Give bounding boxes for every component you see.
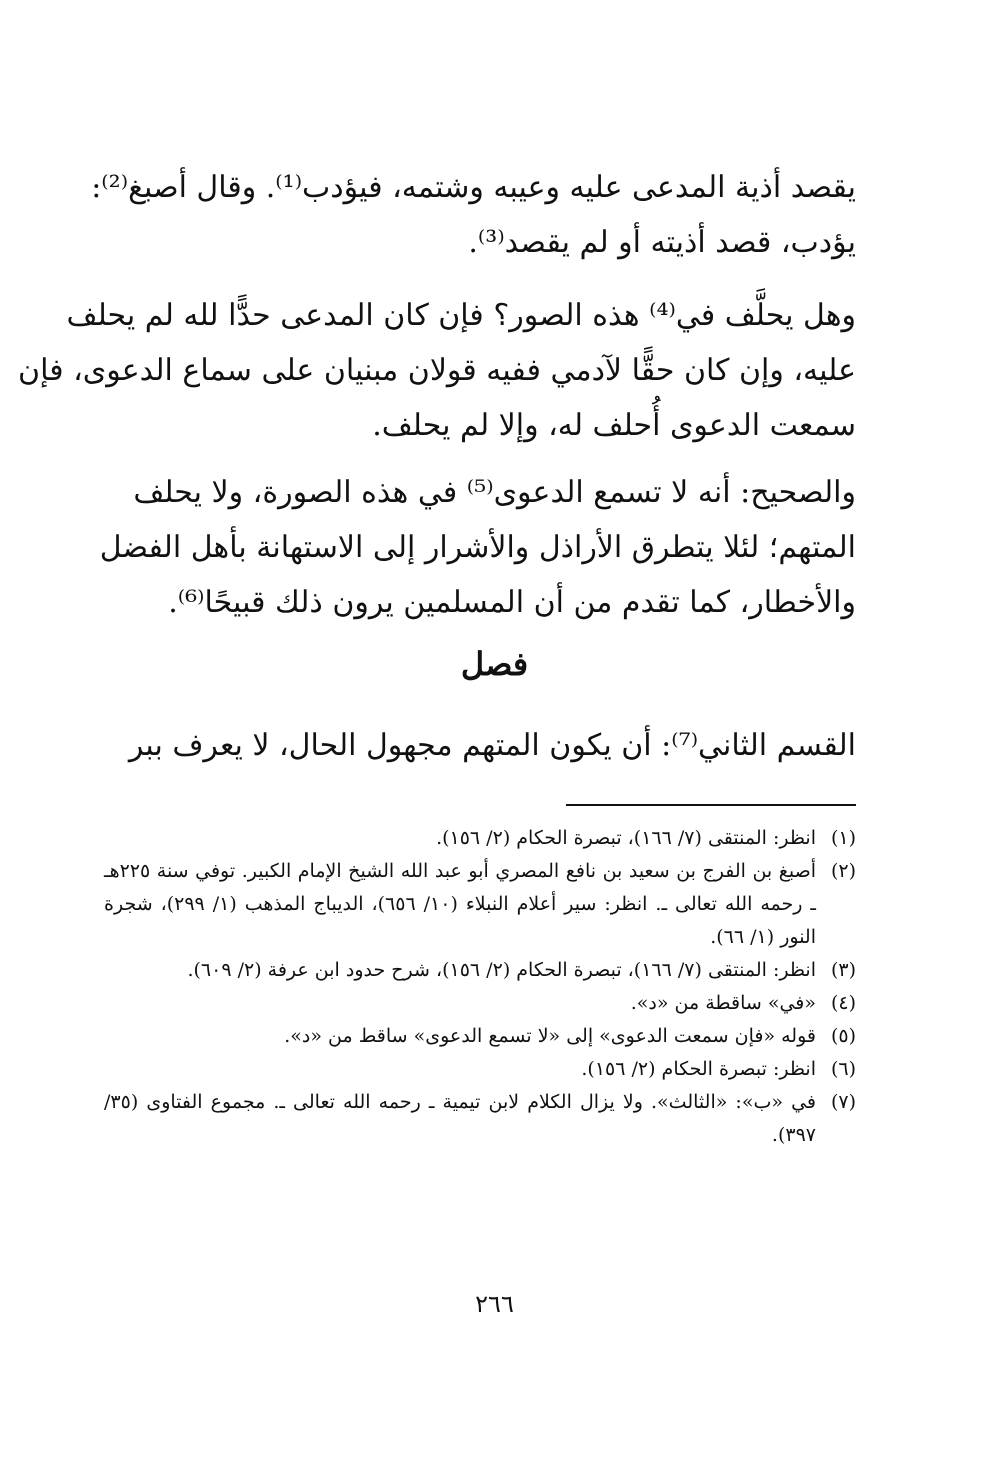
text-line: والأخطار، كما تقدم من أن المسلمين يرون ذلك قبيحًا⁽⁶⁾.: [168, 585, 856, 620]
footnote: [104, 954, 856, 987]
footnote-number: (١): [830, 827, 856, 849]
footnote: [104, 1086, 856, 1152]
text-line: يؤدب، قصد أذيته أو لم يقصد⁽³⁾.: [468, 225, 856, 260]
paragraph-2: [18, 288, 856, 453]
footnote-text: انظر: المنتقى (٧/ ١٦٦)، تبصرة الحكام (٢/ ١٥٦)، شرح حدود ابن عرفة (٢/ ٦٠٩).: [187, 959, 816, 981]
text-line: يقصد أذية المدعى عليه وعيبه وشتمه، فيؤدب⁽¹⁾. وقال أصبغ⁽²⁾:: [91, 170, 856, 205]
footnote-number: (٥): [830, 1025, 856, 1047]
text-line: سمعت الدعوى أُحلف له، وإلا لم يحلف.: [372, 408, 856, 443]
section-heading: فصل: [460, 645, 529, 683]
footnote-number: (٣): [830, 959, 856, 981]
text-line: عليه، وإن كان حقًّا لآدمي ففيه قولان مبنيان على سماع الدعوى، فإن: [18, 353, 856, 388]
footnote: [104, 1053, 856, 1086]
text-line: والصحيح: أنه لا تسمع الدعوى⁽⁵⁾ في هذه الصورة، ولا يحلف: [133, 475, 856, 510]
text-line: المتهم؛ لئلا يتطرق الأراذل والأشرار إلى الاستهانة بأهل الفضل: [99, 530, 856, 565]
footnote: [104, 822, 856, 855]
text-line: القسم الثاني⁽⁷⁾: أن يكون المتهم مجهول الحال، لا يعرف ببر: [128, 728, 856, 763]
text-line: وهل يحلَّف في⁽⁴⁾ هذه الصور؟ فإن كان المدعى حدًّا لله لم يحلف: [66, 298, 856, 333]
footnote-text: انظر: المنتقى (٧/ ١٦٦)، تبصرة الحكام (٢/ ١٥٦).: [436, 827, 816, 849]
footnote: [104, 855, 856, 954]
footnote-text: «في» ساقطة من «د».: [630, 992, 816, 1014]
footnotes: [104, 822, 856, 1152]
paragraph-3: [99, 465, 856, 630]
page-number: ٢٦٦: [475, 1290, 514, 1318]
footnote: [104, 1020, 856, 1053]
footnote-text: أصبغ بن الفرج بن سعيد بن نافع المصري أبو عبد الله الشيخ الإمام الكبير. توفي سنة ٢٢٥هـ ـ رحمه الله تعالى ـ. انظر: سير أعلام النبلاء (١٠/ ٦٥٦)، الديباج المذهب (١/ ٢٩٩)، شجرة النور (١/ ٦٦).: [104, 860, 816, 948]
paragraph-1: [91, 160, 856, 270]
footnote-number: (٧): [830, 1091, 856, 1113]
footnote-text: في «ب»: «الثالث». ولا يزال الكلام لابن تيمية ـ رحمه الله تعالى ـ. مجموع الفتاوى (٣٥/ ٣٩٧).: [104, 1091, 816, 1146]
footnote-separator: [566, 804, 856, 806]
footnote: [104, 987, 856, 1020]
footnote-text: انظر: تبصرة الحكام (٢/ ١٥٦).: [581, 1058, 816, 1080]
footnote-number: (٤): [830, 992, 856, 1014]
footnote-number: (٦): [830, 1058, 856, 1080]
paragraph-4: [104, 718, 856, 773]
footnote-text: قوله «فإن سمعت الدعوى» إلى «لا تسمع الدعوى» ساقط من «د».: [284, 1025, 816, 1047]
footnote-number: (٢): [830, 860, 856, 882]
